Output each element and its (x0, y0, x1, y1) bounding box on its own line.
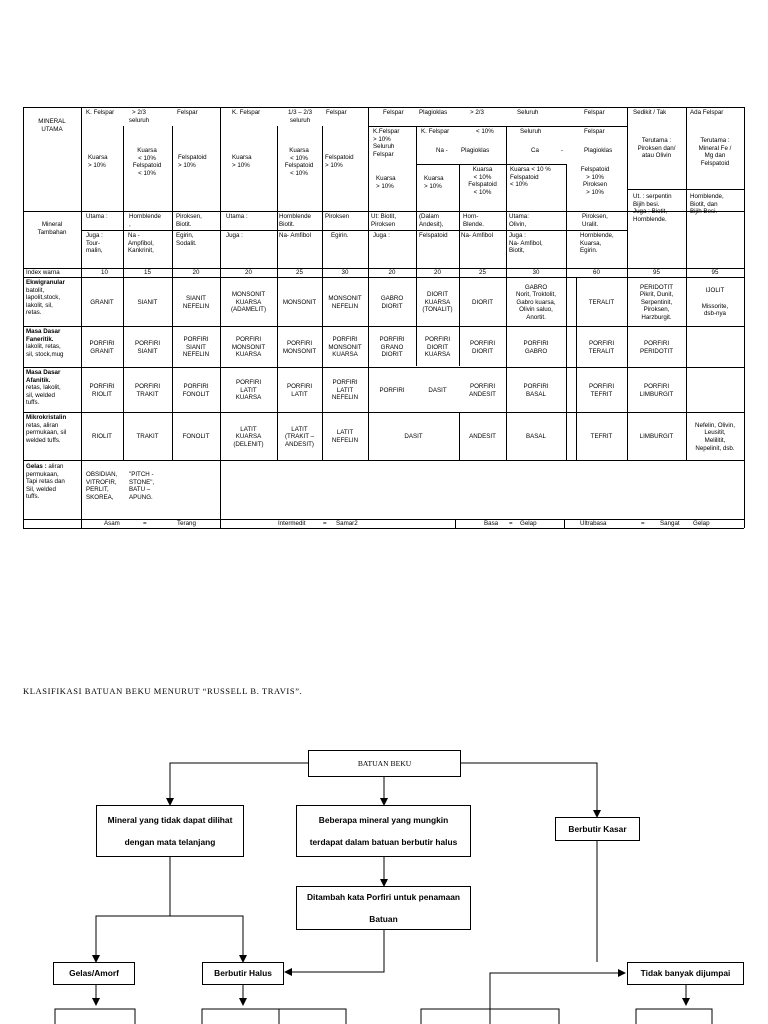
rock-row-desc: retas, aliran permukaan, sil welded tuffs. (26, 421, 67, 444)
footer-eq-3: = (509, 520, 513, 527)
cell-kuarsa-2: Kuarsa < 10% Felspatoid < 10% (132, 147, 162, 177)
gelas-obsidian: OBSIDIAN, VITROFIR, PERLIT, SKOREA, (86, 471, 118, 501)
index-warna-value: 95 (711, 269, 719, 276)
header-ratio-2: 1/3 – 2/3 seluruh (287, 109, 313, 124)
rock-name-cell: MONSONIT KUARSA (ADAMELIT) (230, 291, 267, 314)
header-ada-felspar: Ada Felspar (690, 109, 724, 116)
rock-name-cell: Nefelin, Olivin, Leusitit, Melilitit, Nepelinit, dsb. (695, 421, 735, 452)
cell-kuarsa-6: Kuarsa > 10% (424, 175, 444, 190)
rock-row-desc: retas, lakolit, sil, welded tuffs. (26, 384, 61, 407)
header-felspar-4: Felspar (584, 109, 605, 116)
gelas-pitchstone: "PITCH - STONE", BATU – APUNG. (129, 471, 155, 501)
rock-row-title: Masa Dasar Faneritik. (26, 328, 61, 343)
rock-name-cell: PORFIRI BASAL (523, 382, 549, 398)
rock-name-cell: DASIT (428, 386, 447, 394)
rock-name-cell: PORFIRI PERIDOTIT (639, 339, 673, 355)
footer-basa: Basa (484, 520, 499, 527)
header-ratio-1: > 2/3 seluruh (128, 109, 150, 124)
rock-name-cell: PORFIRI GRANIT (89, 339, 115, 355)
tambahan-b: Hornblende , (129, 213, 161, 228)
rock-name-cell: DASIT (404, 433, 423, 441)
header-sub-felspar: Felspar (584, 128, 605, 135)
mineral-tambahan-label: Mineral Tambahan (37, 221, 67, 236)
rock-name-cell: PORFIRI DIORIT KUARSA (424, 336, 451, 359)
header-felspar-1: Felspar (177, 109, 198, 116)
gelas-label: Gelas : (26, 463, 47, 470)
header-na: Na - (436, 147, 448, 154)
rock-name-cell: PORFIRI RIOLIT (89, 382, 115, 398)
tambahan-h: (Dalam Andesit), (419, 213, 444, 228)
rock-row-desc: batolit, lapolit,stock, lakolit, sil, retas. (26, 286, 61, 317)
rock-row-title: Mikrokristalin (26, 414, 67, 421)
rock-name-cell: IJOLIT Missorite, dsb-nya (701, 287, 729, 318)
rock-row-desc: lakolit, retas, sil, stock,mug (26, 343, 64, 358)
header-na-plagioklas: Plagioklas (461, 147, 490, 154)
box-berbutir-halus: Berbutir Halus (202, 962, 284, 985)
rock-name-cell: PORFIRI LIMBURGIT (639, 382, 674, 398)
index-warna-value: 20 (245, 269, 252, 276)
rock-name-cell: LATIT KUARSA (DELENIT) (233, 425, 264, 448)
header-sub-seluruh: Seluruh (520, 128, 542, 135)
rock-name-cell: LATIT (TRAKIT – ANDESIT) (284, 425, 315, 448)
header-ratio-3: > 2/3 (470, 109, 484, 116)
rock-name-cell: SIANIT NEFELIN (182, 294, 210, 310)
index-warna-value: 20 (192, 269, 200, 276)
tambahan-j: Utama: Olivin, (509, 213, 529, 228)
tambahan-a: Utama : (86, 213, 108, 220)
tambahan-j2: Juga : Na- Amfibol, Biotit, (509, 232, 543, 255)
rock-name-cell: TEFRIT (590, 433, 613, 441)
header-ca: Ca (531, 147, 539, 154)
tambahan-b2: Na - Ampfibol, Kankrinit, (128, 232, 154, 255)
index-warna-value: 20 (388, 269, 396, 276)
footer-terang: Terang (177, 520, 196, 527)
tambahan-h2: Felspatoid (419, 232, 448, 239)
box-berbutir-kasar: Berbutir Kasar (555, 817, 640, 841)
cell-kuarsa-4: Kuarsa < 10% Felspatoid < 10% (284, 147, 314, 177)
box-gelas-amorf: Gelas/Amorf (53, 962, 135, 985)
rock-name-cell: PORFIRI LATIT (286, 382, 313, 398)
footer-eq-2: = (323, 520, 327, 527)
rock-name-cell: LATIT NEFELIN (331, 429, 359, 444)
header-sub-kfelspar: K.Felspar > 10% Seluruh Felspar (373, 128, 400, 158)
tambahan-g2: Juga : (373, 232, 390, 239)
tambahan-k: Piroksen, Uralit. (582, 213, 608, 228)
tambahan-c: Piroksen, Biotit. (176, 213, 202, 228)
index-warna-value: 20 (434, 269, 441, 276)
tambahan-f2: Egirin. (331, 232, 349, 239)
rock-name-cell: ANDESIT (469, 433, 496, 441)
header-sedikit: Sedikit / Tak (633, 109, 667, 116)
rock-name-cell: PORFIRI DIORIT (469, 339, 496, 355)
cell-kuarsa-5: Kuarsa > 10% (376, 175, 396, 190)
cell-kuarsa-3: Kuarsa > 10% (232, 154, 252, 169)
header-seluruh: Seluruh (517, 109, 539, 116)
rock-name-cell: PORFIRI MONSONIT (282, 339, 317, 355)
header-sub-kfelspar-2: K. Felspar (421, 128, 450, 135)
gelas-desc: aliran permukaan, Tapi retas dan Sil, welded tuffs. (26, 463, 65, 501)
tambahan-d2: Juga : (226, 232, 243, 239)
rock-name-cell: GRANIT (90, 298, 114, 306)
index-warna-value: 30 (341, 269, 349, 276)
cell-kuarsa-7: Kuarsa < 10% Felspatoid < 10% (468, 166, 497, 196)
cell-felspatoid-1: Felspatoid > 10% (178, 154, 207, 169)
rock-name-cell: GABRO Norit, Troktolit, Gabro kuarsa, Olivin saluo, Anortit. (516, 283, 556, 321)
header-plagioklas: Plagioklas (419, 109, 448, 116)
rock-name-cell: PERIDOTIT Pikrit, Dunit, Serpentinit, Piroksen, Harzburgit. (639, 283, 674, 321)
rock-name-cell: PORFIRI LATIT NEFELIN (331, 379, 359, 402)
index-warna-value: 95 (653, 269, 660, 276)
rock-name-cell: TERALIT (588, 298, 615, 306)
cell-piroksen-olivin: Terutama : Piroksen dan/ atau Olivin (637, 137, 676, 160)
footer-samar: Samar2 (336, 520, 358, 527)
footer-eq-4: = (641, 520, 645, 527)
mineral-utama-label: MINERAL UTAMA (38, 118, 66, 133)
rock-name-cell: PORFIRI GRANO DIORIT (379, 336, 405, 359)
rock-name-cell: LIMBURGIT (639, 433, 674, 441)
rock-name-cell: PORFIRI TERALIT (588, 339, 615, 355)
rock-name-cell: PORFIRI (379, 386, 405, 394)
tambahan-g: Ut: Biotit, Piroksen (371, 213, 397, 228)
rock-row-title: Masa Dasar Afanitik. (26, 369, 61, 384)
index-warna-value: 25 (296, 269, 303, 276)
tambahan-e2: Na- Amfibol (279, 232, 311, 239)
cell-kuarsa-1: Kuarsa > 10% (88, 154, 108, 169)
footer-sangat: Sangat (660, 520, 680, 527)
tambahan-i: Horn- Blende. (463, 213, 484, 228)
box-mineral-tidak-terlihat: Mineral yang tidak dapat dilihat dengan mata telanjang (96, 805, 244, 857)
rock-name-cell: PORFIRI TEFRIT (588, 382, 615, 398)
root-batuan-beku: BATUAN BEKU (308, 750, 461, 777)
tambahan-a2: Juga : Tour- malin, (86, 232, 103, 255)
header-felspar-2: Felspar (326, 109, 347, 116)
cell-felspatoid-3: Felspatoid > 10% Piroksen > 10% (580, 166, 610, 196)
rock-name-cell: SIANIT (137, 298, 158, 306)
rock-name-cell: PORFIRI GABRO (523, 339, 549, 355)
tambahan-c2: Egirin, Sodalit. (176, 232, 197, 247)
index-warna-label: Index warna (26, 269, 60, 276)
header-ca-plagioklas: Plagioklas (584, 147, 613, 154)
rock-name-cell: MONSONIT NEFELIN (328, 294, 362, 310)
box-ditambah-porfiri: Ditambah kata Porfiri untuk penamaan Batuan (296, 886, 471, 930)
rock-name-cell: DIORIT KUARSA (TONALIT) (422, 291, 453, 314)
footer-gelap-2: Gelap (693, 520, 710, 527)
tambahan-m: Hornblende, Biotit, dan Bijih Besi. (690, 193, 724, 216)
rock-name-cell: PORFIRI LATIT KUARSA (235, 379, 262, 402)
tambahan-d: Utama : (226, 213, 248, 220)
rock-name-cell: PORFIRI SIANIT NEFELIN (182, 336, 210, 359)
rock-name-cell: PORFIRI MONSONIT KUARSA (231, 336, 266, 359)
footer-gelap: Gelap (520, 520, 537, 527)
rock-name-cell: PORFIRI ANDESIT (469, 382, 496, 398)
index-warna-value: 30 (532, 269, 540, 276)
rock-name-cell: FONOLIT (182, 433, 210, 441)
header-kfelspar-2: K. Felspar (232, 109, 261, 116)
header-sub-ratio: < 10% (476, 128, 494, 135)
rock-name-cell: DIORIT (472, 298, 493, 306)
index-warna-value: 60 (593, 269, 600, 276)
rock-name-cell: TRAKIT (136, 433, 159, 441)
rock-name-cell: BASAL (526, 433, 546, 441)
classification-caption: KLASIFIKASI BATUAN BEKU MENURUT “RUSSELL B. TRAVIS”. (23, 686, 303, 696)
box-mineral-butir-halus: Beberapa mineral yang mungkin terdapat dalam batuan berbutir halus (296, 805, 471, 857)
box-tidak-banyak-dijumpai: Tidak banyak dijumpai (627, 962, 744, 985)
header-dash: - (561, 147, 564, 154)
index-warna-value: 15 (144, 269, 151, 276)
rock-name-cell: MONSONIT (282, 298, 317, 306)
cell-kuarsa-8: Kuarsa < 10 % Felspatoid < 10% (510, 166, 551, 189)
rock-row-title: Ekwigranular (26, 279, 65, 286)
index-warna-value: 25 (479, 269, 486, 276)
rock-name-cell: GABRO DIORIT (380, 294, 404, 310)
rock-name-cell: PORFIRI FONOLIT (182, 382, 210, 398)
header-felspar-3: Felspar (383, 109, 404, 116)
cell-mineral-fe: Terutama : Mineral Fe / Mg dan Felspatoid (698, 137, 732, 167)
footer-ultrabasa: Ultrabasa (580, 520, 607, 527)
header-kfelspar-1: K. Felspar (86, 109, 115, 116)
tambahan-i2: Na- Amfibol (461, 232, 493, 239)
index-warna-value: 10 (101, 269, 108, 276)
rock-name-cell: PORFIRI SIANIT (134, 339, 161, 355)
footer-intermedit: Intermedit (278, 520, 306, 527)
tambahan-k2: Hornblende, Kuarsa, Egirin. (580, 232, 614, 255)
footer-eq-1: = (143, 520, 147, 527)
rock-name-cell: PORFIRI MONSONIT KUARSA (328, 336, 362, 359)
tambahan-l: Ut. : serpentin Bijih besi. Juga : Biotit, Hornblende. (633, 193, 672, 223)
cell-felspatoid-2: Felspatoid > 10% (325, 154, 354, 169)
rock-name-cell: RIOLIT (92, 433, 112, 441)
tambahan-f: Piroksen (325, 213, 350, 220)
footer-asam: Asam (104, 520, 120, 527)
rock-name-cell: PORFIRI TRAKIT (134, 382, 161, 398)
tambahan-e: Hornblende Biotit. (279, 213, 311, 228)
